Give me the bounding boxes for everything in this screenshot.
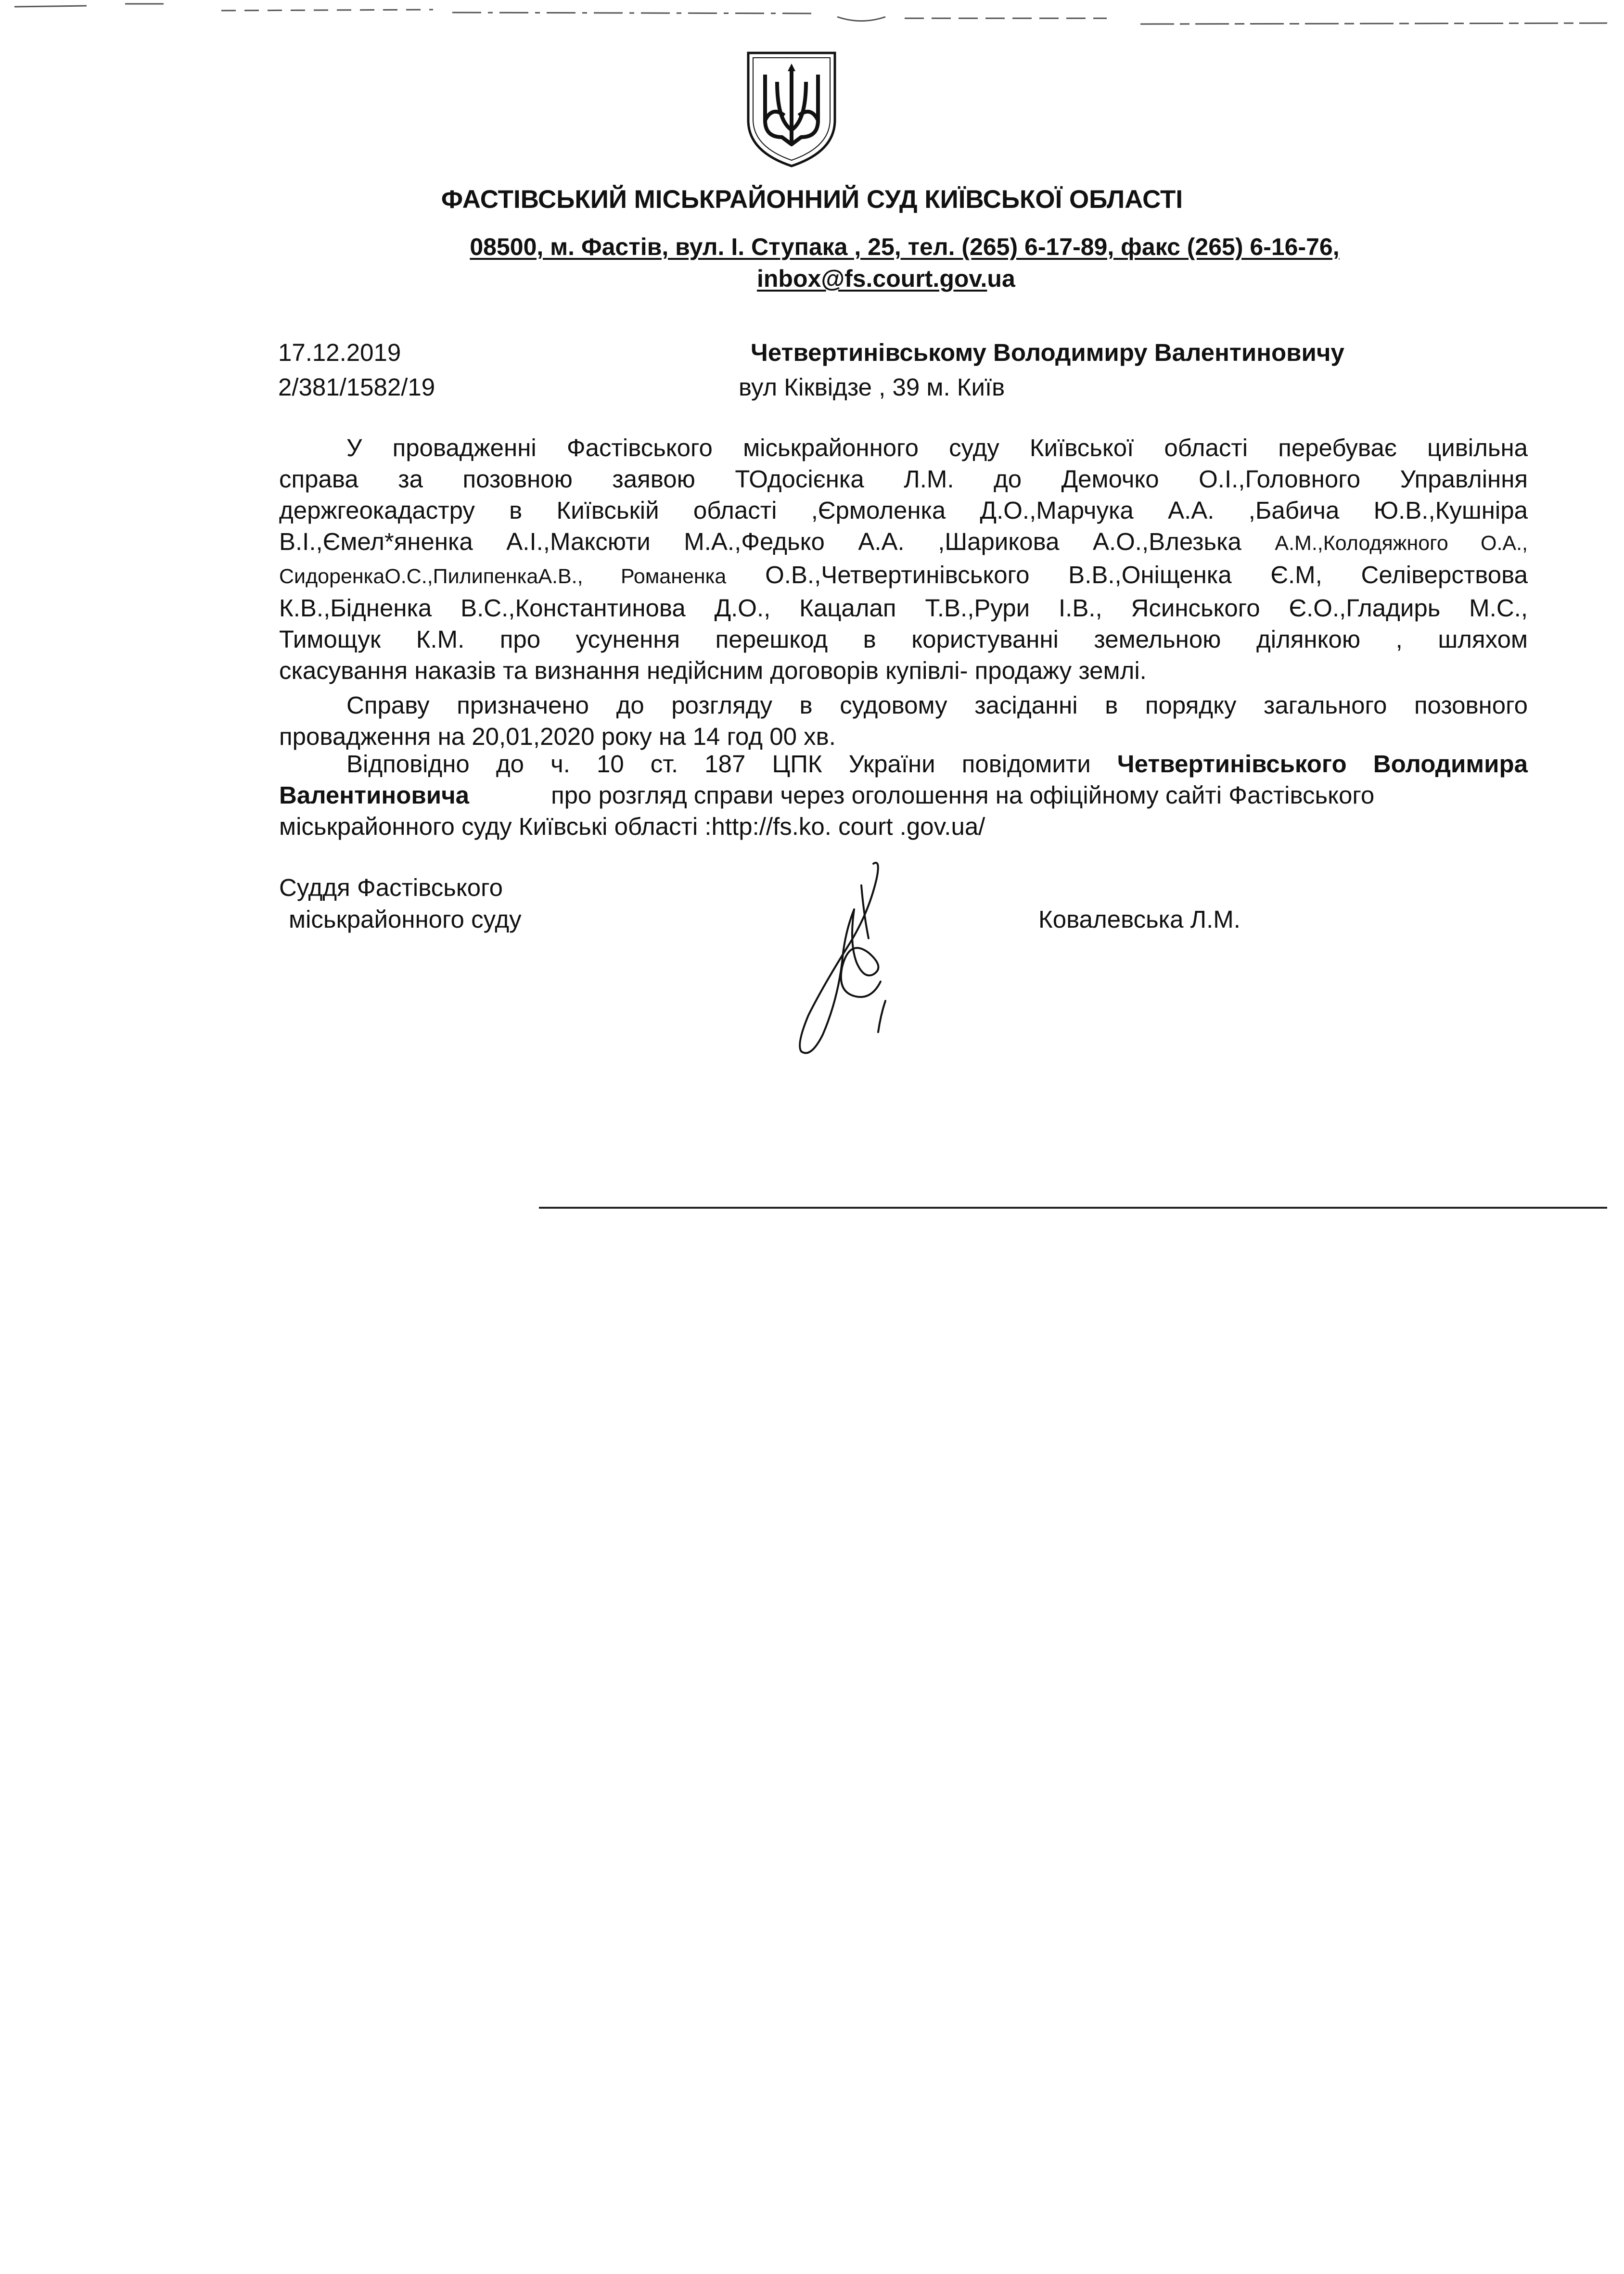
bottom-divider <box>0 1203 1624 1213</box>
p1-line-2: справа за позовною заявою ТОдосієнка Л.М. до Демочко О.І.,Головного Управління <box>279 465 1528 493</box>
p1-line-4-text: В.І.,Ємел*яненка А.І.,Максюти М.А.,Федько А.А. ,Шарикова А.О.,Влезька <box>279 528 1241 555</box>
paragraph-hearing-date <box>279 690 1528 752</box>
p2-line-1: Справу призначено до розгляду в судовому засіданні в порядку загального позовного <box>346 691 1528 719</box>
p3-name-part2: Валентиновича <box>279 781 470 809</box>
p1-line-8: скасування наказів та визнання недійсним договорів купівлі- продажу землі. <box>279 657 1147 684</box>
court-email <box>757 264 1015 293</box>
judge-title-line-2: міськрайонного суду <box>289 906 522 933</box>
judge-name: Ковалевська Л.М. <box>1038 906 1240 933</box>
judge-title-line-1: Суддя Фастівського <box>279 874 503 901</box>
p1-line-7: Тимощук К.М. про усунення перешкод в користуванні земельною ділянкою , шляхом <box>279 626 1528 653</box>
p1-line-5-text: О.В.,Четвертинівського В.В.,Оніщенка Є.М, Селіверствова <box>765 561 1528 588</box>
scan-edge-top <box>0 0 1624 29</box>
p2-line-2: провадження на 20,01,2020 року на 14 год 00 хв. <box>279 723 836 750</box>
emblem <box>743 48 840 168</box>
p1-line-1: У провадженні Фастівського міськрайонного суду Київської області перебуває цивільна <box>346 434 1528 461</box>
p3-line-1-text: Відповідно до ч. 10 ст. 187 ЦПК України повідомити <box>346 750 1091 778</box>
recipient-name: Четвертинівському Володимиру Валентиновичу <box>751 339 1344 366</box>
p1-line-5 <box>279 559 1528 592</box>
p1-line-4-small: А.М.,Колодяжного О.А., <box>1275 532 1528 555</box>
p1-line-5-small: СидоренкаО.С.,ПилипенкаА.В., Романенка <box>279 565 727 588</box>
p1-line-6: К.В.,Бідненка В.С.,Константинова Д.О., Кацалап Т.В.,Рури І.В., Ясинського Є.О.,Гладирь М.С., <box>279 594 1528 622</box>
p3-line-1 <box>279 748 1528 779</box>
paragraph-case-description <box>279 432 1528 686</box>
handwritten-signature <box>765 856 919 1063</box>
p3-line-3: міськрайонного суду Київські області :http://fs.ko. court .gov.ua/ <box>279 813 985 840</box>
court-name: ФАСТІВСЬКИЙ МІСЬКРАЙОННИЙ СУД КИЇВСЬКОЇ ОБЛАСТІ <box>441 185 1183 214</box>
paragraph-notice <box>279 748 1528 842</box>
email-tld: ua <box>987 265 1015 292</box>
court-address: 08500, м. Фастів, вул. І. Ступака , 25, тел. (265) 6-17-89, факс (265) 6-16-76, <box>470 233 1340 260</box>
p1-line-3: держгеокадастру в Київській області ,Єрмоленка Д.О.,Марчука А.А. ,Бабича Ю.В.,Кушніра <box>279 497 1528 524</box>
trident-coat-of-arms-icon <box>743 48 840 168</box>
recipient-address: вул Кіквідзе , 39 м. Київ <box>739 373 1005 401</box>
letter-date: 17.12.2019 <box>278 339 401 366</box>
p3-name-part1: Четвертинівського Володимира <box>1117 750 1528 778</box>
email-user: inbox@fs.court.gov. <box>757 265 987 292</box>
letter-reference: 2/381/1582/19 <box>278 373 435 401</box>
p3-line-2-text: про розгляд справи через оголошення на офіційному сайті Фастівського <box>551 781 1375 809</box>
p1-line-4 <box>279 526 1528 559</box>
p3-line-2 <box>279 779 1528 811</box>
